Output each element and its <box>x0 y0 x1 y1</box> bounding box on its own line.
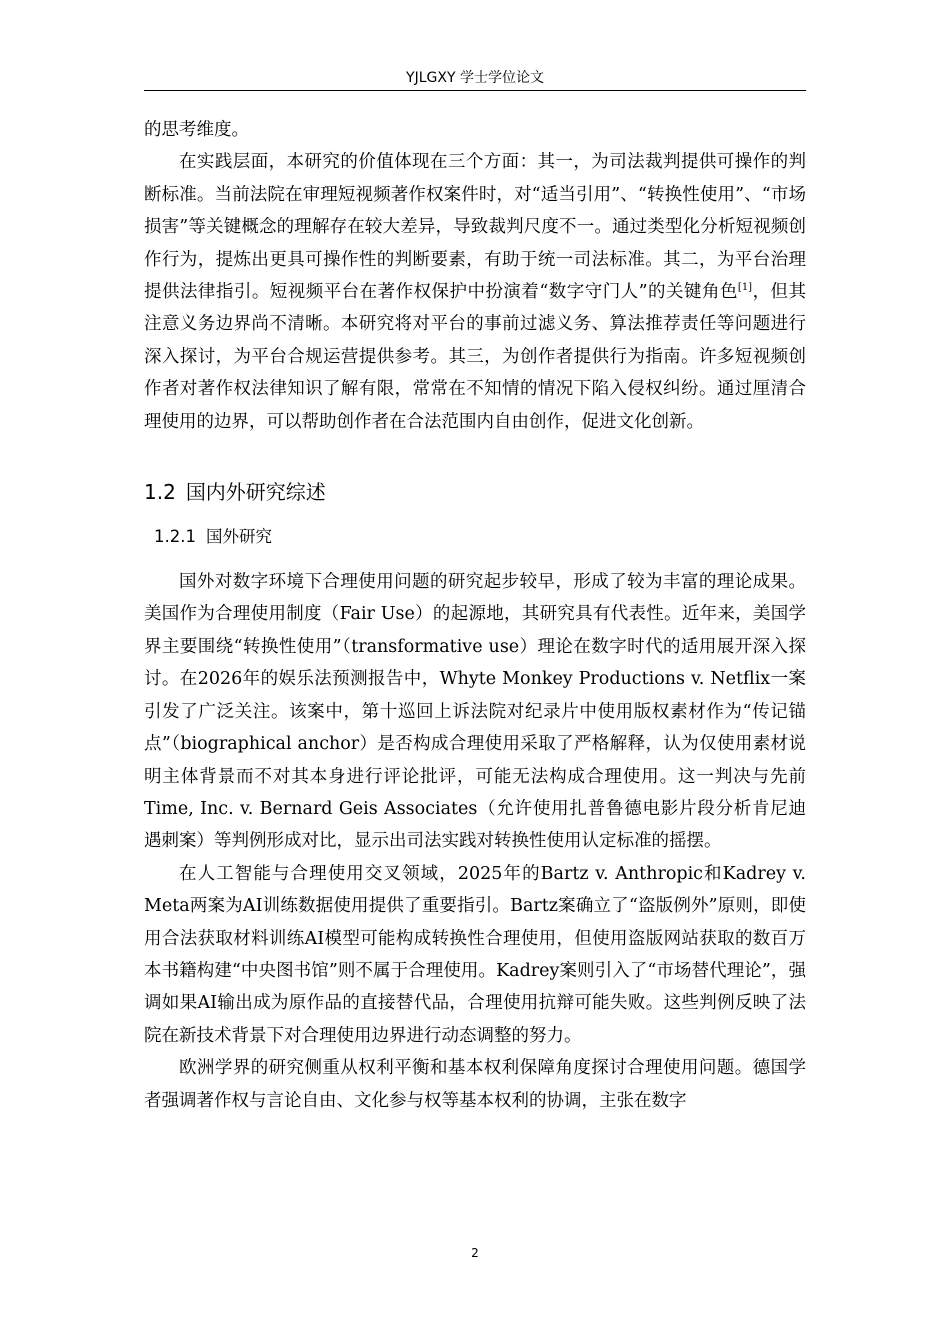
paragraph-us-research: 国外对数字环境下合理使用问题的研究起步较早，形成了较为丰富的理论成果。美国作为合理使用制度（Fair Use）的起源地，其研究具有代表性。近年来，美国学界主要围绕“转换性使用”（transformative use）理论在数字时代的适用展开深入探讨。在2026年的娱乐法预测报告中，Whyte Monkey Productions v. Netflix一案引发了广泛关注。该案中，第十巡回上诉法院对纪录片中使用版权素材作为“传记锚点”（biographical anchor）是否构成合理使用采取了严格解释，认为仅使用素材说明主体背景而不对其本身进行评论批评，可能无法构成合理使用。这一判决与先前Time, Inc. v. Bernard Geis Associates（允许使用扎普鲁德电影片段分析肯尼迪遇刺案）等判例形成对比，显示出司法实践对转换性使用认定标准的摇摆。 <box>144 572 806 852</box>
paragraph-continuation: 的思考维度。 <box>144 120 249 140</box>
section-heading <box>144 476 806 508</box>
paragraph-text: 在实践层面，本研究的价值体现在三个方面：其一，为司法裁判提供可操作的判断标准。当前法院在审理短视频著作权案件时，对“适当引用”、“转换性使用”、“市场损害”等关键概念的理解存在较大差异，导致裁判尺度不一。通过类型化分析短视频创作行为，提炼出更具可操作性的判断要素，有助于统一司法标准。其二，为平台治理提供法律指引。短视频平台在著作权保护中扮演着“数字守门人”的关键角色 <box>144 152 806 303</box>
paragraph-ai-fair-use: 在人工智能与合理使用交叉领域，2025年的Bartz v. Anthropic和Kadrey v. Meta两案为AI训练数据使用提供了重要指引。Bartz案确立了“盗版例外”原则，即使用合法获取材料训练AI模型可能构成转换性合理使用，但使用盗版网站获取的数百万本书籍构建“中央图书馆”则不属于合理使用。Kadrey案则引入了“市场替代理论”，强调如果AI输出成为原作品的直接替代品，合理使用抗辩可能失败。这些判例反映了法院在新技术背景下对合理使用边界进行动态调整的努力。 <box>144 863 806 1046</box>
subsection-title: 国外研究 <box>205 527 272 547</box>
paragraph-text: ，但其注意义务边界尚不清晰。本研究将对平台的事前过滤义务、算法推荐责任等问题进行深入探讨，为平台合规运营提供参考。其三，为创作者提供行为指南。许多短视频创作者对著作权法律知识了解有限，常常在不知情的情况下陷入侵权纠纷。通过厘清合理使用的边界，可以帮助创作者在合法范围内自由创作，促进文化创新。 <box>144 282 807 432</box>
page-number: 2 <box>471 1246 479 1260</box>
subsection-number: 1.2.1 <box>154 527 196 547</box>
citation-ref[interactable]: [1] <box>737 282 753 294</box>
section-number: 1.2 <box>144 480 176 505</box>
paragraph-practical-value <box>144 146 806 438</box>
paragraph-europe-research: 欧洲学界的研究侧重从权利平衡和基本权利保障角度探讨合理使用问题。德国学者强调著作权与言论自由、文化参与权等基本权利的协调，主张在数字 <box>144 1058 806 1111</box>
section-title: 国内外研究综述 <box>185 480 326 505</box>
document-body <box>144 114 806 1117</box>
running-header: YJLGXY 学士学位论文 <box>406 70 544 86</box>
subsection-heading <box>154 522 806 552</box>
header-divider <box>144 90 806 91</box>
